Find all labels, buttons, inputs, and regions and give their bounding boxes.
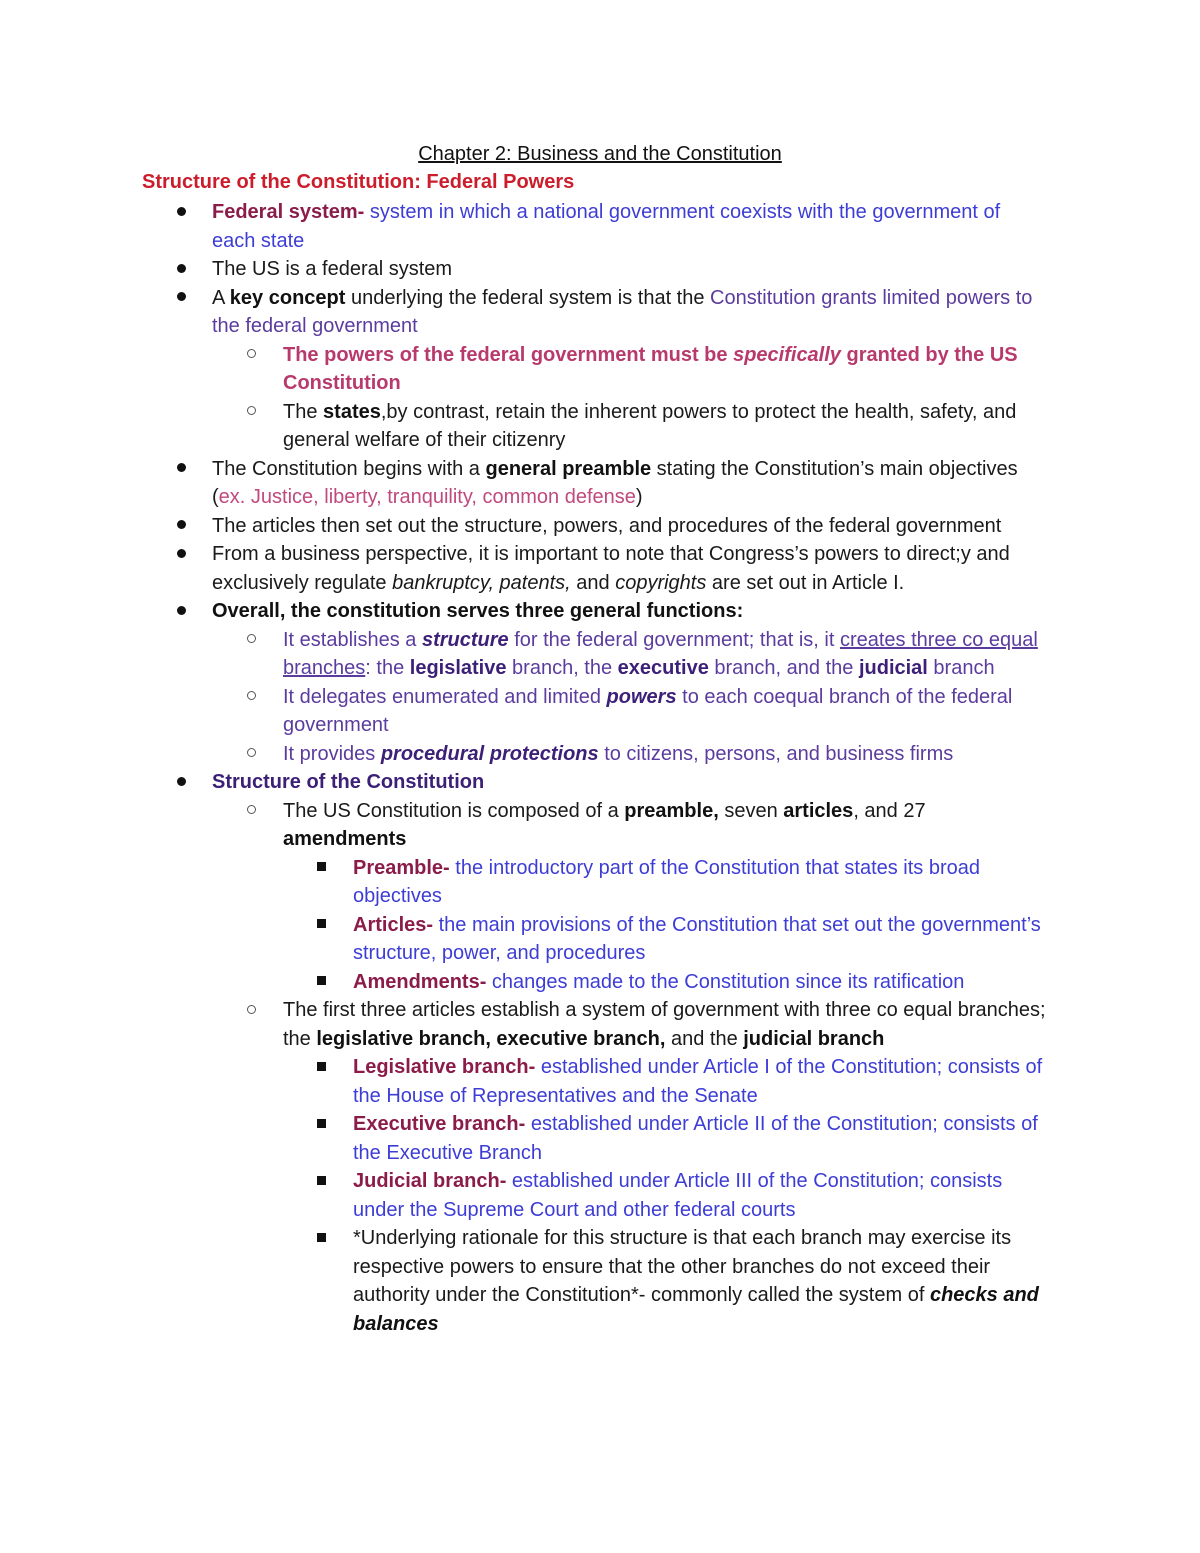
list-item: The US is a federal system (0, 255, 1042, 284)
list-item: Preamble- the introductory part of the Constitution that states its broad objectives (0, 854, 1043, 911)
list-item: The US Constitution is composed of a preamble, seven articles, and 27 amendments (0, 797, 1048, 854)
bullet-square-icon (317, 911, 326, 940)
list-item: It delegates enumerated and limited powers to each coequal branch of the federal government (0, 683, 1048, 740)
list-item: Federal system- system in which a national government coexists with the government of each state (0, 198, 1042, 255)
list-item: A key concept underlying the federal system is that the Constitution grants limited powers to the federal government (0, 284, 1042, 341)
list-item: Legislative branch- established under Article I of the Constitution; consists of the House of Representatives and the Senate (0, 1053, 1043, 1110)
bullet-dot-icon (177, 284, 186, 313)
notes-list (0, 198, 1200, 1338)
bullet-dot-icon (177, 540, 186, 569)
bullet-ring-icon (247, 797, 256, 826)
list-item: From a business perspective, it is important to note that Congress’s powers to direct;y and exclusively regulate bankruptcy, patents, and copyrights are set out in Article I. (0, 540, 1042, 597)
page-title: Chapter 2: Business and the Constitution (418, 143, 782, 165)
bullet-square-icon (317, 1224, 326, 1253)
list-item: The Constitution begins with a general preamble stating the Constitution’s main objectives (ex. Justice, liberty, tranquility, common defense) (0, 455, 1042, 512)
list-item: It provides procedural protections to citizens, persons, and business firms (0, 740, 1048, 769)
list-item: The articles then set out the structure, powers, and procedures of the federal government (0, 512, 1042, 541)
bullet-square-icon (317, 854, 326, 883)
list-item: Structure of the Constitution (0, 768, 1042, 797)
bullet-ring-icon (247, 740, 256, 769)
list-item: It establishes a structure for the federal government; that is, it creates three co equal branches: the legislative branch, the executive branch, and the judicial branch (0, 626, 1048, 683)
bullet-dot-icon (177, 198, 186, 227)
bullet-square-icon (317, 968, 326, 997)
bullet-square-icon (317, 1167, 326, 1196)
list-item: Executive branch- established under Article II of the Constitution; consists of the Executive Branch (0, 1110, 1043, 1167)
list-item: Judicial branch- established under Article III of the Constitution; consists under the Supreme Court and other federal courts (0, 1167, 1043, 1224)
list-item: Overall, the constitution serves three general functions: (0, 597, 1042, 626)
bullet-ring-icon (247, 341, 256, 370)
bullet-ring-icon (247, 626, 256, 655)
bullet-ring-icon (247, 683, 256, 712)
section-heading: Structure of the Constitution: Federal Powers (142, 171, 575, 193)
bullet-square-icon (317, 1053, 326, 1082)
list-item: Amendments- changes made to the Constitution since its ratification (0, 968, 1043, 997)
list-item: The powers of the federal government must be specifically granted by the US Constitution (0, 341, 1048, 398)
list-item: Articles- the main provisions of the Constitution that set out the government’s structure, power, and procedures (0, 911, 1043, 968)
bullet-dot-icon (177, 597, 186, 626)
list-item: *Underlying rationale for this structure is that each branch may exercise its respective powers to ensure that the other branches do not exceed their authority under the Constitution*- commonly called the system of checks and balances (0, 1224, 1043, 1338)
bullet-square-icon (317, 1110, 326, 1139)
bullet-dot-icon (177, 512, 186, 541)
list-item: The first three articles establish a system of government with three co equal branches; the legislative branch, executive branch, and the judicial branch (0, 996, 1048, 1053)
bullet-dot-icon (177, 255, 186, 284)
bullet-ring-icon (247, 996, 256, 1025)
list-item: The states,by contrast, retain the inherent powers to protect the health, safety, and general welfare of their citizenry (0, 398, 1048, 455)
bullet-dot-icon (177, 455, 186, 484)
bullet-dot-icon (177, 768, 186, 797)
bullet-ring-icon (247, 398, 256, 427)
